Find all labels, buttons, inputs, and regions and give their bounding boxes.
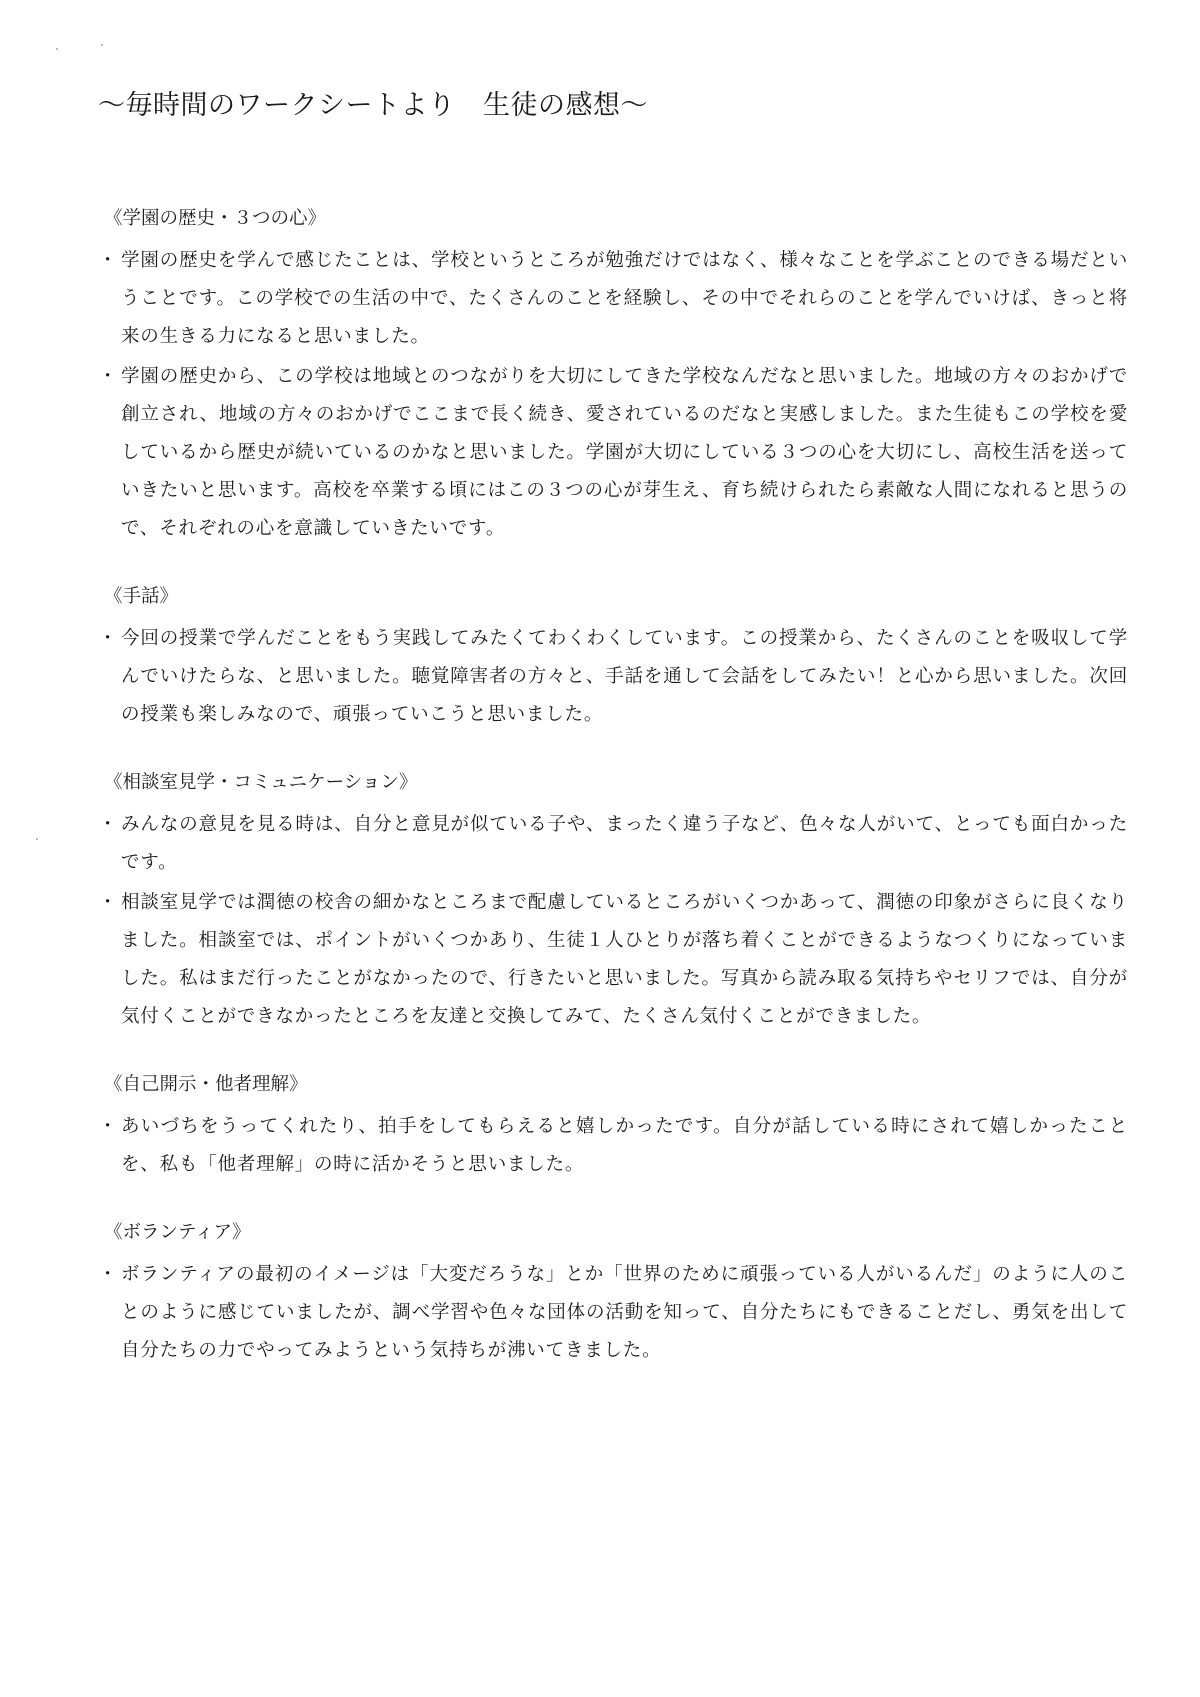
page-title: 〜毎時間のワークシートより 生徒の感想〜 bbox=[98, 90, 648, 121]
scan-speck bbox=[101, 44, 103, 46]
section-counseling-room bbox=[98, 766, 1128, 1036]
section-heading: 《手話》 bbox=[104, 586, 179, 607]
comment-text: 今回の授業で学んだことをもう実践してみたくてわくわくしています。この授業から、たくさんのことを吸収して学んでいけたらな、と思いました。聴覚障害者の方々と、手話を通して会話をしてみたい！と心から思いました。次回の授業も楽しみなので、頑張っていこうと思いました。 bbox=[121, 628, 1128, 725]
comment-item bbox=[98, 1256, 1128, 1370]
section-heading: 《ボランティア》 bbox=[104, 1222, 251, 1243]
comment-item bbox=[98, 884, 1128, 1036]
bullet-mark: ・ bbox=[98, 628, 118, 649]
section-self-disclosure bbox=[98, 1068, 1128, 1184]
comment-item bbox=[98, 358, 1128, 548]
scan-speck bbox=[36, 838, 38, 840]
scan-speck bbox=[56, 48, 58, 50]
section-heading: 《自己開示・他者理解》 bbox=[104, 1074, 308, 1095]
section-history bbox=[98, 202, 1128, 548]
sections-container bbox=[98, 202, 1128, 1402]
comment-item bbox=[98, 806, 1128, 882]
comment-text: 相談室見学では潤徳の校舎の細かなところまで配慮しているところがいくつかあって、潤徳の印象がさらに良くなりました。相談室では、ポイントがいくつかあり、生徒１人ひとりが落ち着くことができるようなつくりになっていました。私はまだ行ったことがなかったので、行きたいと思いました。写真から読み取る気持ちやセリフでは、自分が気付くことができなかったところを友達と交換してみて、たくさん気付くことができました。 bbox=[121, 892, 1128, 1027]
bullet-mark: ・ bbox=[98, 814, 118, 835]
section-heading: 《相談室見学・コミュニケーション》 bbox=[104, 772, 418, 793]
comment-item bbox=[98, 620, 1128, 734]
comment-text: あいづちをうってくれたり、拍手をしてもらえると嬉しかったです。自分が話している時にされて嬉しかったことを、私も「他者理解」の時に活かそうと思いました。 bbox=[121, 1116, 1128, 1175]
comment-text: 学園の歴史から、この学校は地域とのつながりを大切にしてきた学校なんだなと思いました。地域の方々のおかげで創立され、地域の方々のおかげでここまで長く続き、愛されているのだなと実感しました。また生徒もこの学校を愛しているから歴史が続いているのかなと思いました。学園が大切にしている３つの心を大切にし、高校生活を送っていきたいと思います。高校を卒業する頃にはこの３つの心が芽生え、育ち続けられたら素敵な人間になれると思うので、それぞれの心を意識していきたいです。 bbox=[121, 366, 1128, 539]
comment-item bbox=[98, 242, 1128, 356]
bullet-mark: ・ bbox=[98, 250, 118, 271]
section-heading: 《学園の歴史・３つの心》 bbox=[104, 208, 327, 229]
comment-text: ボランティアの最初のイメージは「大変だろうな」とか「世界のために頑張っている人がいるんだ」のように人のことのように感じていましたが、調べ学習や色々な団体の活動を知って、自分たちにもできることだし、勇気を出して自分たちの力でやってみようという気持ちが沸いてきました。 bbox=[121, 1264, 1128, 1361]
bullet-mark: ・ bbox=[98, 1116, 118, 1137]
bullet-mark: ・ bbox=[98, 1264, 118, 1285]
bullet-mark: ・ bbox=[98, 366, 118, 387]
comment-text: 学園の歴史を学んで感じたことは、学校というところが勉強だけではなく、様々なことを学ぶことのできる場だということです。この学校での生活の中で、たくさんのことを経験し、その中でそれらのことを学んでいけば、きっと将来の生きる力になると思いました。 bbox=[121, 250, 1128, 347]
section-sign-language bbox=[98, 580, 1128, 734]
bullet-mark: ・ bbox=[98, 892, 118, 913]
section-volunteer bbox=[98, 1216, 1128, 1370]
comment-item bbox=[98, 1108, 1128, 1184]
comment-text: みんなの意見を見る時は、自分と意見が似ている子や、まったく違う子など、色々な人がいて、とっても面白かったです。 bbox=[121, 814, 1128, 873]
